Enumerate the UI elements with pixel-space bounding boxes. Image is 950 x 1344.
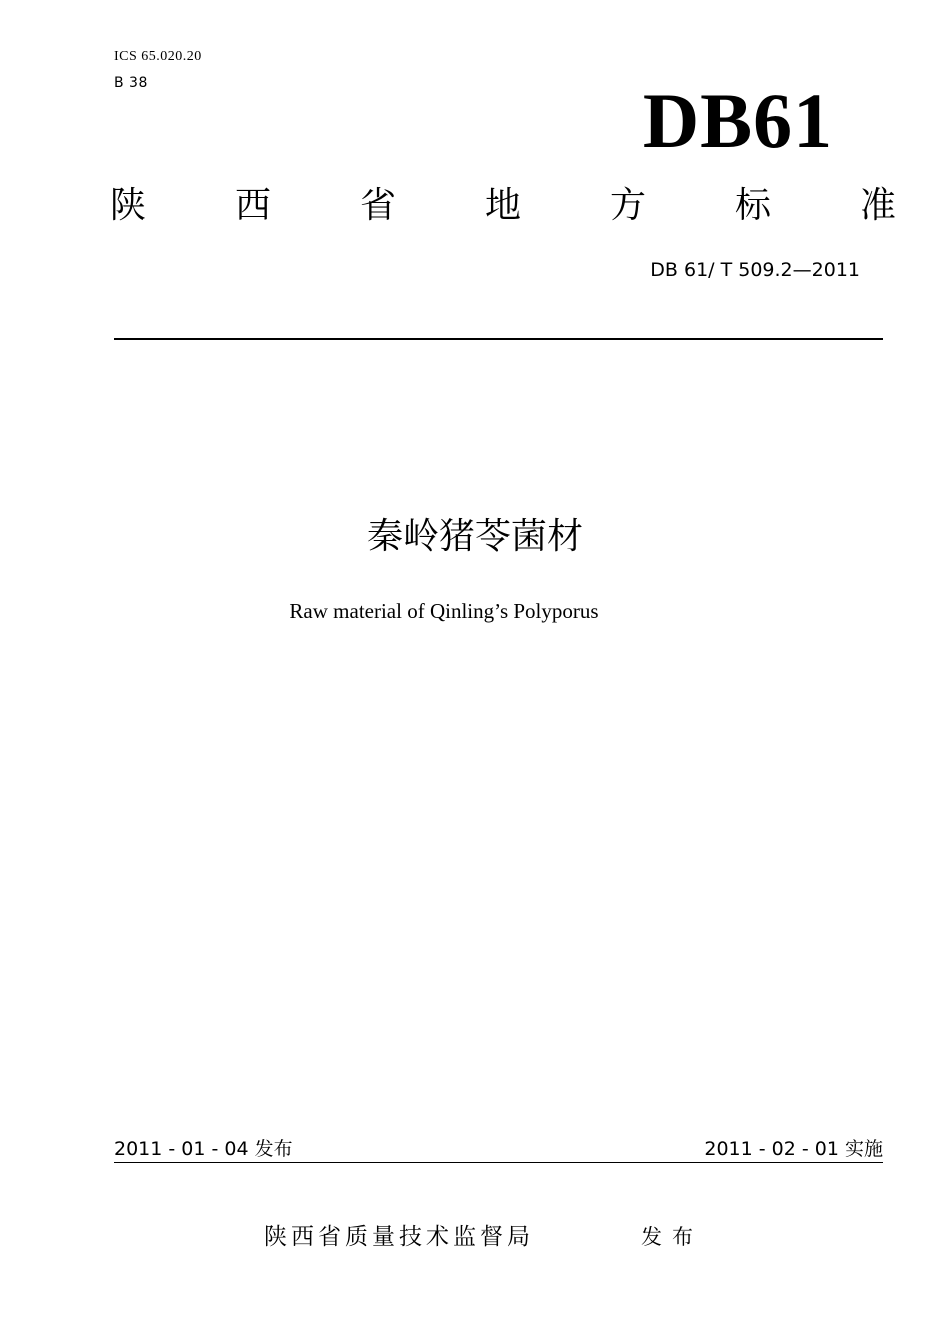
issued-label: 发布 <box>641 1225 703 1249</box>
standard-type-title <box>108 182 898 230</box>
publisher-name: 陕西省质量技术监督局 <box>264 1224 534 1250</box>
standard-type-char: 省 <box>359 185 396 226</box>
header-divider <box>114 338 883 340</box>
footer-divider <box>114 1162 883 1163</box>
standard-type-char: 陕 <box>109 185 146 226</box>
issue-date: 2011 - 01 - 04 发布 <box>114 1138 293 1160</box>
standard-type-char: 标 <box>734 185 771 226</box>
standard-type-char: 西 <box>234 185 271 226</box>
standard-type-char: 准 <box>859 185 896 226</box>
standard-number: DB 61/ T 509.2—2011 <box>650 259 860 281</box>
ccs-code: B 38 <box>114 75 148 91</box>
document-title-cn: 秦岭猪苓菌材 <box>366 516 583 557</box>
implementation-date: 2011 - 02 - 01 实施 <box>704 1138 883 1160</box>
document-title-en: Raw material of Qinling’s Polyporus <box>289 599 599 623</box>
ics-code: ICS 65.020.20 <box>114 49 202 64</box>
standard-type-char: 方 <box>609 185 646 226</box>
standard-logo: DB61 <box>642 77 834 164</box>
standard-type-char: 地 <box>484 185 521 226</box>
